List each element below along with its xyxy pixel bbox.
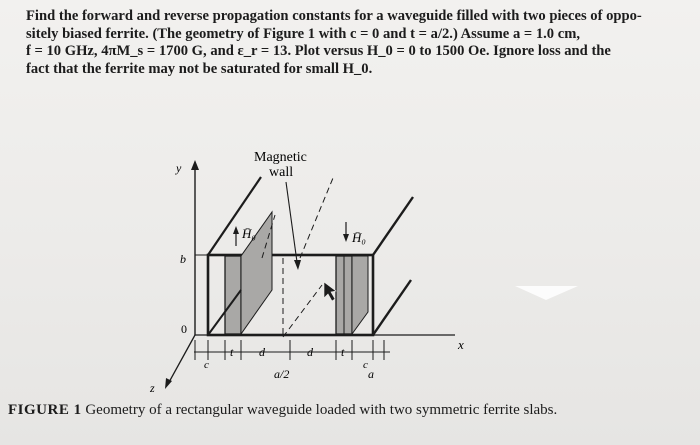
magnetic-wall-line-2 [283, 285, 322, 337]
magnetic-wall-pointer-head [294, 260, 301, 270]
figure-caption-label: FIGURE 1 [8, 402, 82, 418]
figure-caption-text: Geometry of a rectangular waveguide loaded with two symmetric ferrite slabs. [81, 402, 558, 418]
waveguide-edge-bottom-right [373, 280, 411, 335]
z-axis-label: z [150, 381, 155, 395]
h0-arrow-left-head [233, 226, 239, 234]
magnetic-wall-label-2: wall [269, 165, 294, 180]
magnetic-wall-label-1: Magnetic [254, 150, 307, 165]
problem-line-2: sitely biased ferrite. (The geometry of Figure 1 with c = 0 and t = a/2.) Assume a = 1.0 cm, [26, 25, 581, 42]
waveguide-edge-top-right [373, 197, 413, 255]
dim-label-t-left: t [230, 345, 234, 359]
h0-label-left: H̄₀ [242, 226, 256, 241]
b-label: b [180, 252, 186, 266]
z-axis [168, 335, 195, 384]
y-axis-arrow [191, 160, 199, 170]
problem-line-4: fact that the ferrite may not be saturated for small H_0. [26, 60, 373, 77]
ferrite-slab-right-side [352, 256, 368, 334]
problem-line-3: f = 10 GHz, 4πM_s = 1700 G, and ε_r = 13. Plot versus H_0 = 0 to 1500 Oe. Ignore loss and the [26, 43, 611, 59]
dim-label-half-a: a/2 [274, 367, 290, 381]
glare-highlight [515, 286, 578, 300]
magnetic-wall-line-3 [300, 178, 333, 258]
h0-label-right: H̄₀ [352, 230, 366, 245]
mouse-cursor [324, 282, 336, 301]
dim-label-t-right: t [341, 345, 345, 359]
y-axis-label: y [176, 161, 182, 175]
figure-caption [8, 402, 557, 419]
h0-arrow-right-head [343, 234, 349, 242]
origin-label: 0 [181, 322, 187, 336]
dim-label-c-right: c [363, 359, 368, 371]
magnetic-wall-pointer [286, 182, 297, 262]
x-axis-label: x [458, 337, 464, 352]
ferrite-slab-left [225, 256, 241, 334]
dim-label-d-left: d [259, 345, 265, 359]
dim-label-d-right: d [307, 345, 313, 359]
problem-line-1: Find the forward and reverse propagation constants for a waveguide filled with two pieces of oppo- [26, 8, 642, 24]
dim-label-c-left: c [204, 359, 209, 371]
dim-label-a: a [368, 367, 374, 381]
